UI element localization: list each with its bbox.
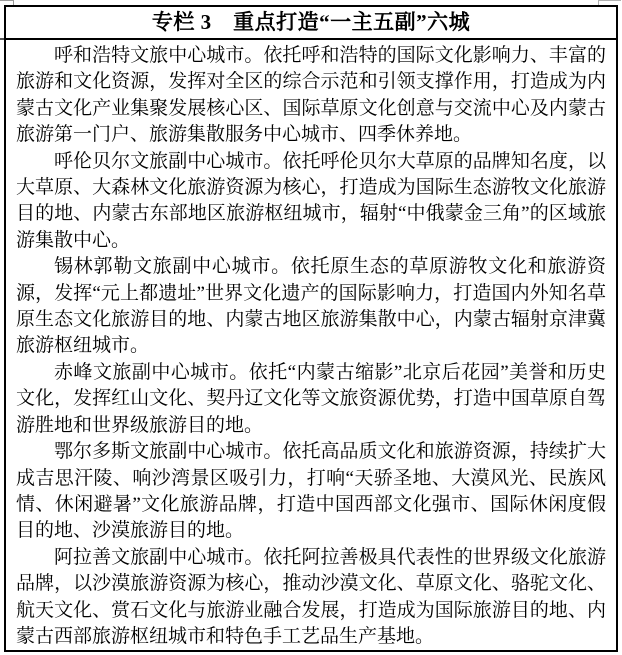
- paragraph-alxa-sub-center-city: 阿拉善文旅副中心城市。依托阿拉善极具代表性的世界级文化旅游品牌，以沙漠旅游资源为核心，推动沙漠文化、草原文化、骆驼文化、航天文化、赏石文化与旅游业融合发展，打造成为国际旅游目的地、内蒙古西部旅游枢纽城市和特色手工艺品生产基地。: [16, 546, 606, 647]
- panel-body: [6, 40, 616, 650]
- paragraph-chifeng-sub-center-city: 赤峰文旅副中心城市。依托“内蒙古缩影”北京后花园”美誉和历史文化，发挥红山文化、契丹辽文化等文旅资源优势，打造中国草原自驾游胜地和世界级旅游目的地。: [16, 361, 606, 436]
- panel-title: 专栏 3 重点打造“一主五副”六城: [6, 7, 616, 40]
- paragraph-hohhot-center-city: 呼和浩特文旅中心城市。依托呼和浩特的国际文化影响力、丰富的旅游和文化资源，发挥对全区的综合示范和引领支撑作用，打造成为内蒙古文化产业集聚发展核心区、国际草原文化创意与交流中心及内蒙古旅游第一门户、旅游集散服务中心城市、四季休养地。: [16, 45, 606, 146]
- column-box-panel: [4, 5, 618, 652]
- paragraph-hulunbuir-sub-center-city: 呼伦贝尔文旅副中心城市。依托呼伦贝尔大草原的品牌知名度，以大草原、大森林文化旅游资源为核心，打造成为国际生态游牧文化旅游目的地、内蒙古东部地区旅游枢纽城市，辐射“中俄蒙金三角”的区域旅游集散中心。: [16, 150, 606, 251]
- paragraph-ordos-sub-center-city: 鄂尔多斯文旅副中心城市。依托高品质文化和旅游资源，持续扩大成吉思汗陵、响沙湾景区吸引力，打响“天骄圣地、大漠风光、民族风情、休闲避暑”文化旅游品牌，打造中国西部文化强市、国际休闲度假目的地、沙漠旅游目的地。: [16, 441, 606, 542]
- paragraph-xilingol-sub-center-city: 锡林郭勒文旅副中心城市。依托原生态的草原游牧文化和旅游资源，发挥“元上都遗址”世界文化遗产的国际影响力，打造国内外知名草原生态文化旅游目的地、内蒙古地区旅游集散中心，内蒙古辐射京津冀旅游枢纽城市。: [16, 256, 606, 357]
